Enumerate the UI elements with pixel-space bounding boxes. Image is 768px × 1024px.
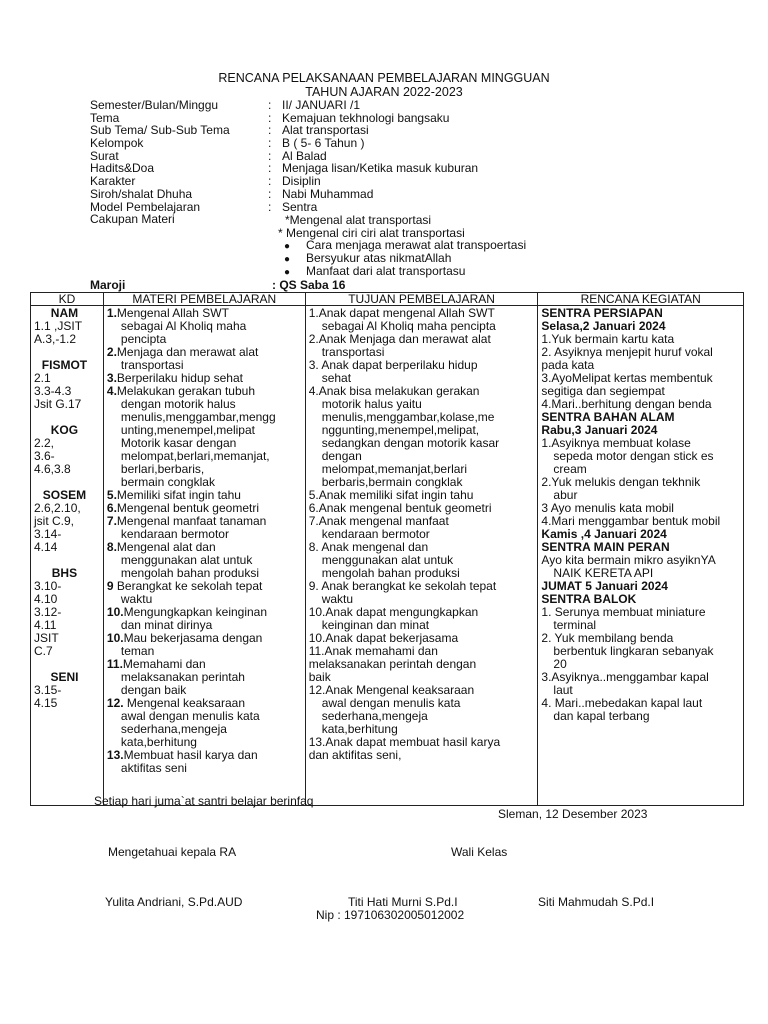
kegiatan-line: Selasa,2 Januari 2024 [541,319,666,333]
materi-text: Mengenal manfaat tanaman [116,514,267,528]
tujuan-line: mengolah bahan produksi [321,566,460,580]
tujuan-line: 13.Anak dapat membuat hasil karya [308,735,501,749]
tujuan-line: dengan [321,449,362,463]
kd-line: 2.2, [34,436,55,450]
info-value: Menjaga lisan/Ketika masuk kuburan [282,161,479,176]
signature-wali-1-nip: Nip : 197106302005012002 [316,908,465,922]
place-date: Sleman, 12 Desember 2023 [498,807,648,821]
info-value: Nabi Muhammad [282,186,374,201]
kd-group [34,489,101,554]
materi-text: Berangkat ke sekolah tepat [113,579,263,593]
materi-line: unting,menempel,melipat [120,423,255,437]
kd-group [34,671,101,710]
kd-line: 3.6- [34,449,55,463]
cakupan-line: *Mengenal alat transportasi [285,213,432,227]
materi-line: aktifitas seni [120,761,187,775]
table-row [31,306,744,806]
materi-number: 8. [106,540,117,554]
materi-item [107,346,303,372]
materi-line: bermain congklak [120,475,215,489]
info-row [90,188,650,201]
kd-line: 3.14- [34,527,62,541]
cakupan-bullet-text: Manfaat dari alat transportasu [306,263,466,278]
signature-wali-1: Titi Hati Murni S.Pd.I [348,895,458,909]
info-value: Disiplin [282,174,321,189]
signature-wali-2: Siti Mahmudah S.Pd.I [538,895,655,909]
tujuan-line: sehat [321,371,352,385]
kegiatan-item [541,554,741,580]
kegiatan-line: terminal [553,618,597,632]
tujuan-line: kata,berhitung [321,722,398,736]
kd-line: 2.1 [34,371,51,385]
tujuan-item [309,359,536,385]
kegiatan-line: 1.Yuk bermain kartu kata [541,332,675,346]
tujuan-line: sebagai Al Kholiq maha pencipta [321,319,496,333]
materi-text: Memahami dan [122,657,206,671]
kegiatan-item [541,476,741,502]
info-row [90,137,650,150]
tujuan-line: melompat,memanjat,berlari [321,462,468,476]
materi-line: kendaraan bermotor [120,527,229,541]
materi-text: Melakukan gerakan tubuh [116,384,255,398]
tujuan-line: 6.Anak mengenal bentuk geometri [308,501,492,515]
info-value: Kemajuan tekhnologi bangsaku [282,110,450,125]
header-kd: KD [31,293,104,306]
info-colon: : [268,161,272,176]
info-colon: : [268,123,272,138]
tujuan-line: 3. Anak dapat berperilaku hidup [308,358,478,372]
kd-line: 4.11 [34,618,57,632]
tujuan-item [309,541,536,580]
materi-line: dengan baik [120,683,187,697]
kegiatan-line: Rabu,3 Januari 2024 [541,423,658,437]
info-value: Sentra [282,199,318,214]
tujuan-line: menggunakan alat untuk [321,553,454,567]
kegiatan-line: berbentuk lingkaran sebanyak [553,644,714,658]
materi-number: 12. [106,696,124,710]
kegiatan-line: cream [553,462,587,476]
kd-head: BHS [51,566,78,580]
kd-line: 1.1 ,JSIT [34,319,83,333]
kegiatan-line: sepeda motor dengan stick es [553,449,714,463]
materi-line: dan minat dirinya [120,618,213,632]
bullet-icon: ● [284,254,291,266]
materi-item [107,697,303,749]
wali-kelas-label: Wali Kelas [451,845,508,859]
info-colon: : [268,98,272,112]
kegiatan-line: 3.Asyiknya..menggambar kapal [541,670,709,684]
document-subtitle: TAHUN AJARAN 2022-2023 [305,85,463,99]
tujuan-line: dan aktifitas seni, [308,748,402,762]
materi-text: Berperilaku hidup sehat [116,371,243,385]
materi-item [107,385,303,489]
materi-line: dengan motorik halus [120,397,236,411]
tujuan-item [309,333,536,359]
info-row [90,175,650,188]
kegiatan-line: SENTRA BALOK [541,592,637,606]
info-colon: : [268,110,272,125]
kd-line: 4.15 [34,696,58,710]
kegiatan-line: laut [553,683,573,697]
kd-line: 3.15- [34,683,62,697]
kd-line: 3.10- [34,579,62,593]
tujuan-line: 8. Anak mengenal dan [308,540,429,554]
cakupan-bullet-item [276,265,526,278]
kd-group [34,567,101,658]
kegiatan-line: Kamis ,4 Januari 2024 [541,527,667,541]
info-colon: : [268,148,272,163]
kegiatan-line: SENTRA MAIN PERAN [541,540,670,554]
materi-number: 10. [106,605,124,619]
kegiatan-line: pada kata [541,358,595,372]
materi-text: Mengenal Allah SWT [116,306,229,320]
kd-head: KOG [50,423,79,437]
tujuan-line: 1.Anak dapat mengenal Allah SWT [308,306,495,320]
kegiatan-item [541,606,741,632]
kd-line: 4.10 [34,592,58,606]
kegiatan-line: 4.Mari menggambar bentuk mobil [541,514,721,528]
materi-line: menulis,menggambar,mengg [120,410,276,424]
tujuan-line: 5.Anak memiliki sifat ingin tahu [308,488,474,502]
materi-line: pencipta [120,332,167,346]
tujuan-line: 10.Anak dapat bekerjasama [308,631,459,645]
materi-item [107,541,303,580]
materi-number: 5. [106,488,117,502]
info-label: Surat [90,148,119,163]
info-colon: : [268,136,272,151]
signature-kepala: Yulita Andriani, S.Pd.AUD [105,895,243,909]
kegiatan-line: 3 Ayo menulis kata mobil [541,501,674,515]
kd-line: 3.3-4.3 [34,384,72,398]
info-label: Kelompok [90,136,144,151]
kd-group [34,307,101,346]
bullet-icon: ● [284,241,291,253]
materi-item [107,632,303,658]
kegiatan-line: abur [553,488,578,502]
kd-group [34,359,101,411]
materi-item [107,749,303,775]
tujuan-line: motorik halus yaitu [321,397,422,411]
info-colon: : [268,186,272,201]
footer-note: Setiap hari juma`at santri belajar berinfaq [94,794,314,808]
materi-item [107,580,303,606]
materi-number: 3. [106,371,117,385]
kd-line: A.3,-1.2 [34,332,77,346]
kegiatan-item [541,437,741,476]
cakupan-bullet-text: Cara menjaga merawat alat transpoertasi [306,238,527,253]
header-materi: MATERI PEMBELAJARAN [103,293,305,306]
tujuan-item [309,658,536,671]
cakupan-line: * Mengenal ciri ciri alat transportasi [278,225,465,240]
materi-number: 4. [106,384,117,398]
info-value: II/ JANUARI /1 [282,98,361,112]
kd-head: NAM [50,306,79,320]
kegiatan-line: dan kapal terbang [553,709,650,723]
kd-line: 4.14 [34,540,58,554]
tujuan-line: waktu [321,592,354,606]
kegiatan-line: 1. Serunya membuat miniature [541,605,706,619]
cakupan-bullet-text: Bersyukur atas nikmatAllah [306,251,452,266]
info-block [90,99,650,226]
tujuan-line: 2.Anak Menjaga dan merawat alat [308,332,491,346]
materi-number: 7. [106,514,117,528]
info-value: Alat transportasi [282,123,369,138]
materi-item [107,515,303,541]
kegiatan-cell [538,306,744,806]
tujuan-item [309,307,536,333]
materi-text: Membuat hasil karya dan [123,748,258,762]
materi-number: 2. [106,345,117,359]
materi-number: 11. [106,657,123,671]
info-value: Al Balad [282,148,327,163]
info-label: Karakter [90,174,136,189]
materi-text: Mengenal alat dan [116,540,216,554]
tujuan-line: awal dengan menulis kata [321,696,461,710]
bullet-icon: ● [284,266,291,278]
tujuan-cell [305,306,538,806]
materi-number: 6. [106,501,117,515]
kd-head: SOSEM [42,488,87,502]
tujuan-line: 4.Anak bisa melakukan gerakan [308,384,480,398]
materi-text: Mengungkapkan keinginan [123,605,268,619]
tujuan-line: 11.Anak memahami dan [308,644,438,658]
materi-line: sebagai Al Kholiq maha [120,319,247,333]
tujuan-line: melaksanakan perintah dengan [308,657,477,671]
materi-line: teman [120,644,155,658]
header-tujuan: TUJUAN PEMBELAJARAN [305,293,538,306]
info-label: Hadits&Doa [90,161,155,176]
info-label: Model Pembelajaran [90,199,201,214]
table-header-row [31,293,744,306]
tujuan-item [309,606,536,632]
materi-text: Mengenal keaksaraan [123,696,245,710]
kegiatan-line: 20 [553,657,567,671]
kegiatan-line: 3.AyoMelipat kertas membentuk [541,371,713,385]
tujuan-item [309,749,536,762]
kegiatan-line: SENTRA PERSIAPAN [541,306,663,320]
tujuan-line: nggunting,menempel,melipat, [321,423,480,437]
info-colon: : [268,199,272,214]
kd-group [34,424,101,476]
kd-line: 3.12- [34,605,62,619]
materi-line: Motorik kasar dengan [120,436,237,450]
tujuan-item [309,684,536,736]
info-row [90,162,650,175]
kd-cell [31,306,104,806]
kd-line: jsit C.9, [34,514,75,528]
tujuan-line: sedangkan dengan motorik kasar [321,436,500,450]
info-label: Semester/Bulan/Minggu [90,98,219,112]
tujuan-line: keinginan dan minat [321,618,430,632]
tujuan-line: 10.Anak dapat mengungkapkan [308,605,479,619]
kegiatan-line: 4.Mari..berhitung dengan benda [541,397,712,411]
info-label: Cakupan Materi [90,212,175,227]
tujuan-item [309,580,536,606]
materi-text: Memiliki sifat ingin tahu [116,488,241,502]
kd-line: 4.6,3.8 [34,462,71,476]
tujuan-line: kendaraan bermotor [321,527,430,541]
materi-line: awal dengan menulis kata [120,709,260,723]
materi-number: 10. [106,631,124,645]
materi-line: mengolah bahan produksi [120,566,259,580]
kegiatan-line: 4. Mari..mebedakan kapal laut [541,696,703,710]
materi-item [107,307,303,346]
kegiatan-line: 2.Yuk melukis dengan tekhnik [541,475,701,489]
header-kegiatan: RENCANA KEGIATAN [538,293,744,306]
materi-number: 9 [106,579,114,593]
tujuan-item [309,515,536,541]
tujuan-line: 9. Anak berangkat ke sekolah tepat [308,579,497,593]
cakupan-materi-list [276,214,526,277]
materi-item [107,658,303,697]
materi-line: melompat,berlari,memanjat, [120,449,270,463]
tujuan-line: sederhana,mengeja [321,709,428,723]
rpp-table [30,292,744,806]
materi-line: melaksanakan perintah [120,670,245,684]
kegiatan-line: JUMAT 5 Januari 2024 [541,579,668,593]
materi-item [107,606,303,632]
materi-line: sederhana,mengeja [120,722,227,736]
kd-line: Jsit G.17 [34,397,82,411]
kd-line: JSIT [34,631,59,645]
materi-text: Mau bekerjasama dengan [123,631,263,645]
info-value: B ( 5- 6 Tahun ) [282,136,365,151]
tujuan-line: transportasi [321,345,385,359]
materi-text: Menjaga dan merawat alat [116,345,259,359]
tujuan-line: 7.Anak mengenal manfaat [308,514,449,528]
materi-line: menggunakan alat untuk [120,553,253,567]
kd-line: 2.6,2.10, [34,501,81,515]
document-title: RENCANA PELAKSANAAN PEMBELAJARAN MINGGUAN [218,71,550,85]
info-label: Sub Tema/ Sub-Sub Tema [90,123,230,138]
kd-head: FISMOT [41,358,88,372]
materi-number: 13. [106,748,124,762]
maroji-value: : QS Saba 16 [272,278,346,292]
info-colon: : [268,174,272,189]
kegiatan-line: 1.Asyiknya membuat kolase [541,436,691,450]
materi-cell [103,306,305,806]
kegiatan-line: segitiga dan segiempat [541,384,665,398]
tujuan-line: 12.Anak Mengenal keaksaraan [308,683,475,697]
materi-text: Mengenal bentuk geometri [116,501,259,515]
materi-line: kata,berhitung [120,735,197,749]
info-row [90,124,650,137]
materi-line: transportasi [120,358,184,372]
info-row [90,99,650,112]
materi-line: waktu [120,592,153,606]
kegiatan-item [541,671,741,697]
kegiatan-line: Ayo kita bermain mikro asyiknYA [541,553,716,567]
materi-line: berlari,berbaris, [120,462,205,476]
kegiatan-item [541,697,741,723]
kegiatan-line: 2. Asyiknya menjepit huruf vokal [541,345,713,359]
kd-line: C.7 [34,644,53,658]
tujuan-line: baik [308,670,331,684]
tujuan-line: berbaris,bermain congklak [321,475,463,489]
kd-head: SENI [50,670,79,684]
tujuan-line: menulis,menggambar,kolase,me [321,410,495,424]
kegiatan-item [541,632,741,671]
kepala-label: Mengetahuai kepala RA [108,845,237,859]
maroji-label: Maroji [90,278,126,292]
tujuan-item [309,385,536,489]
info-label: Siroh/shalat Dhuha [90,186,193,201]
kegiatan-line: NAIK KERETA API [553,566,654,580]
kegiatan-line: SENTRA BAHAN ALAM [541,410,675,424]
materi-number: 1. [106,306,117,320]
info-label: Tema [90,110,120,125]
kegiatan-line: 2. Yuk membilang benda [541,631,674,645]
